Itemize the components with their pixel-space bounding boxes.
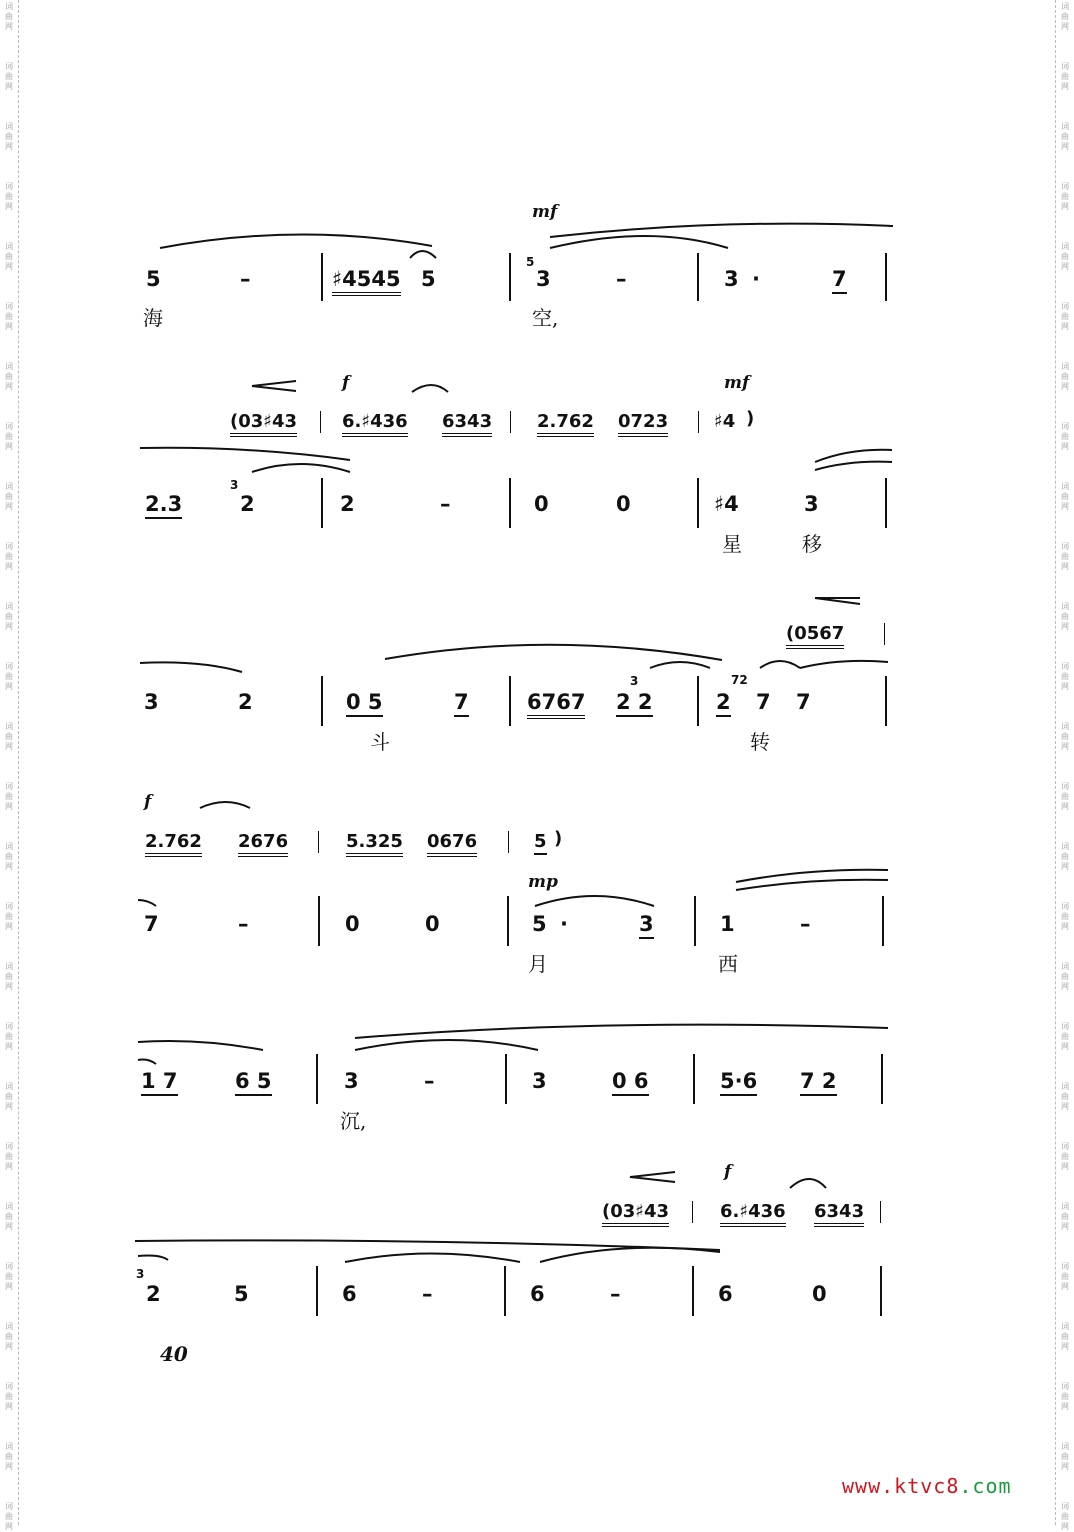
watermark-glyph: 词 曲 网	[1061, 1262, 1069, 1291]
watermark-glyph: 词 曲 网	[1061, 722, 1069, 751]
accomp-group: 6.♯436	[720, 1201, 786, 1227]
dynamic-mf: mf	[532, 202, 558, 222]
note: 7	[832, 267, 847, 294]
watermark-glyph: 词 曲 网	[1061, 1442, 1069, 1471]
note-group: 0 6	[612, 1069, 649, 1096]
accomp-group: 6343	[814, 1201, 864, 1227]
barline	[880, 1266, 882, 1316]
watermark-glyph: 词 曲 网	[1061, 2, 1069, 31]
note: 3	[532, 1069, 547, 1093]
watermark-glyph: 词 曲 网	[1061, 602, 1069, 631]
watermark-glyph: 词 曲 网	[5, 1442, 13, 1471]
watermark-glyph: 词 曲 网	[5, 122, 13, 151]
watermark-glyph: 词 曲 网	[1061, 902, 1069, 931]
rest: 0	[425, 912, 440, 936]
watermark-glyph: 词 曲 网	[1061, 1382, 1069, 1411]
barline	[509, 253, 511, 301]
note-group: 2.3	[145, 492, 182, 519]
note: 5	[234, 1282, 249, 1306]
watermark-glyph: 词 曲 网	[5, 962, 13, 991]
lyric: 空,	[532, 306, 559, 330]
watermark-glyph: 词 曲 网	[1061, 182, 1069, 211]
lyric: 移	[802, 532, 822, 556]
accomp-note: 5	[534, 831, 547, 855]
note-high: 2	[240, 492, 255, 516]
note-dash: –	[422, 1282, 433, 1306]
watermark-glyph: 词 曲 网	[1061, 1082, 1069, 1111]
barline	[321, 478, 323, 528]
page-number: 40	[160, 1342, 188, 1366]
dynamic-f: f	[724, 1162, 732, 1182]
note-high: 2	[340, 492, 355, 516]
note-high: 3	[536, 267, 551, 291]
watermark-glyph: 词 曲 网	[1061, 302, 1069, 331]
note-group: ♯4545	[332, 267, 401, 296]
note-high: ♯4	[714, 492, 739, 516]
watermark-glyph: 词 曲 网	[1061, 1142, 1069, 1171]
dynamic-mf: mf	[724, 373, 750, 393]
barline	[885, 253, 887, 301]
note: 5	[146, 267, 161, 291]
watermark-glyph: 词 曲 网	[5, 1022, 13, 1051]
note: 7	[796, 690, 811, 714]
grace-note: 72	[731, 673, 748, 687]
watermark-glyph: 词 曲 网	[5, 722, 13, 751]
note-group: 7 2	[800, 1069, 837, 1096]
dot: ·	[560, 912, 568, 936]
watermark-glyph: 词 曲 网	[1061, 1322, 1069, 1351]
barline	[508, 831, 509, 853]
note: 6	[530, 1282, 545, 1306]
watermark-glyph: 词 曲 网	[5, 662, 13, 691]
note: 5	[532, 912, 547, 936]
barline	[321, 253, 323, 301]
note: 3	[639, 912, 654, 939]
accomp-group: (03♯43	[230, 411, 297, 437]
watermark-glyph: 词 曲 网	[1061, 482, 1069, 511]
note-high: 2	[238, 690, 253, 714]
barline	[694, 896, 696, 946]
barline	[697, 676, 699, 726]
barline	[509, 676, 511, 726]
note-dash: –	[616, 267, 627, 291]
note-high: 1	[720, 912, 735, 936]
barline	[880, 1201, 881, 1223]
dot: ·	[752, 267, 760, 291]
barline	[316, 1054, 318, 1104]
watermark-glyph: 词 曲 网	[5, 542, 13, 571]
note-high: 2	[716, 690, 731, 717]
note-group: 6 5	[235, 1069, 272, 1096]
watermark-glyph: 词 曲 网	[5, 842, 13, 871]
note-dash: –	[424, 1069, 435, 1093]
note-group: 5·6	[720, 1069, 757, 1096]
barline	[505, 1054, 507, 1104]
watermark-glyph: 词 曲 网	[5, 62, 13, 91]
note-dash: –	[238, 912, 249, 936]
accomp-group: 0723	[618, 411, 668, 437]
accomp-paren: )	[746, 408, 755, 429]
barline	[697, 253, 699, 301]
dynamic-f: f	[342, 373, 350, 393]
watermark-glyph: 词 曲 网	[1061, 782, 1069, 811]
watermark-glyph: 词 曲 网	[5, 1502, 13, 1531]
barline	[507, 896, 509, 946]
note-high: 3	[804, 492, 819, 516]
accomp-group: (0567	[786, 623, 844, 649]
barline	[316, 1266, 318, 1316]
lyric: 西	[718, 952, 738, 976]
barline	[510, 411, 511, 433]
watermark-glyph: 词 曲 网	[5, 1322, 13, 1351]
grace-note: 3	[230, 478, 239, 492]
dynamic-mp: mp	[528, 872, 558, 892]
note-dash: –	[440, 492, 451, 516]
barline	[885, 676, 887, 726]
watermark-glyph: 词 曲 网	[5, 1202, 13, 1231]
accomp-group: 6343	[442, 411, 492, 437]
watermark-glyph: 词 曲 网	[1061, 362, 1069, 391]
lyric: 转	[750, 730, 770, 754]
accomp-group: 5.325	[346, 831, 403, 857]
note-group: 0 5	[346, 690, 383, 717]
rest: 0	[345, 912, 360, 936]
watermark-glyph: 词 曲 网	[1061, 1502, 1069, 1531]
rest: 0	[812, 1282, 827, 1306]
accomp-paren: )	[554, 828, 563, 849]
barline	[318, 831, 319, 853]
watermark-glyph: 词 曲 网	[1061, 422, 1069, 451]
accomp-group: (03♯43	[602, 1201, 669, 1227]
barline	[693, 1054, 695, 1104]
barline	[881, 1054, 883, 1104]
lyric: 星	[722, 532, 742, 556]
note-group: 2 2	[616, 690, 653, 717]
barline	[320, 411, 321, 433]
note-dash: –	[610, 1282, 621, 1306]
accomp-group: 2676	[238, 831, 288, 857]
accomp-note: ♯4	[714, 411, 736, 432]
note-high: 3	[724, 267, 739, 291]
accomp-group: 2.762	[537, 411, 594, 437]
watermark-glyph: 词 曲 网	[1061, 1202, 1069, 1231]
note-low: 3	[144, 690, 159, 714]
watermark-glyph: 词 曲 网	[5, 1142, 13, 1171]
watermark-glyph: 词 曲 网	[1061, 842, 1069, 871]
note: 7	[144, 912, 159, 936]
barline	[885, 478, 887, 528]
barline	[698, 411, 699, 433]
barline	[321, 676, 323, 726]
note-group: 1 7	[141, 1069, 178, 1096]
watermark-glyph: 词 曲 网	[5, 482, 13, 511]
watermark-glyph: 词 曲 网	[1061, 542, 1069, 571]
accomp-group: 0676	[427, 831, 477, 857]
barline	[884, 623, 885, 645]
note: 3	[344, 1069, 359, 1093]
site-link[interactable]: www.ktvc8.com	[842, 1474, 1012, 1498]
barline	[692, 1266, 694, 1316]
watermark-glyph: 词 曲 网	[1061, 122, 1069, 151]
lyric: 斗	[370, 730, 390, 754]
note: 6	[718, 1282, 733, 1306]
barline	[509, 478, 511, 528]
watermark-glyph: 词 曲 网	[1061, 662, 1069, 691]
watermark-glyph: 词 曲 网	[1061, 242, 1069, 271]
lyric: 沉,	[340, 1109, 367, 1133]
barline	[697, 478, 699, 528]
watermark-glyph: 词 曲 网	[5, 1262, 13, 1291]
watermark-glyph: 词 曲 网	[1061, 1022, 1069, 1051]
watermark-glyph: 词 曲 网	[5, 422, 13, 451]
grace-note: 3	[136, 1267, 145, 1281]
lyric: 月	[528, 952, 548, 976]
watermark-glyph: 词 曲 网	[5, 302, 13, 331]
note: 2	[146, 1282, 161, 1306]
grace-note: 5	[526, 255, 535, 269]
dynamic-f: f	[144, 792, 152, 812]
note: 6	[342, 1282, 357, 1306]
watermark-glyph: 词 曲 网	[5, 182, 13, 211]
barline	[318, 896, 320, 946]
watermark-glyph: 词 曲 网	[5, 602, 13, 631]
barline	[504, 1266, 506, 1316]
watermark-glyph: 词 曲 网	[5, 902, 13, 931]
watermark-glyph: 词 曲 网	[5, 1082, 13, 1111]
watermark-glyph: 词 曲 网	[1061, 62, 1069, 91]
note: 7	[756, 690, 771, 714]
watermark-glyph: 词 曲 网	[5, 2, 13, 31]
note-dash: –	[800, 912, 811, 936]
barline	[692, 1201, 693, 1223]
accomp-group: 2.762	[145, 831, 202, 857]
note: 7	[454, 690, 469, 717]
watermark-glyph: 词 曲 网	[5, 1382, 13, 1411]
note: 5	[421, 267, 436, 291]
watermark-glyph: 词 曲 网	[5, 782, 13, 811]
note-dash: –	[240, 267, 251, 291]
lyric: 海	[143, 306, 163, 330]
accomp-group: 6.♯436	[342, 411, 408, 437]
barline	[882, 896, 884, 946]
watermark-glyph: 词 曲 网	[1061, 962, 1069, 991]
note-group: 6767	[527, 690, 585, 719]
rest: 0	[616, 492, 631, 516]
watermark-glyph: 词 曲 网	[5, 242, 13, 271]
watermark-glyph: 词 曲 网	[5, 362, 13, 391]
grace-note: 3	[630, 674, 639, 688]
rest: 0	[534, 492, 549, 516]
